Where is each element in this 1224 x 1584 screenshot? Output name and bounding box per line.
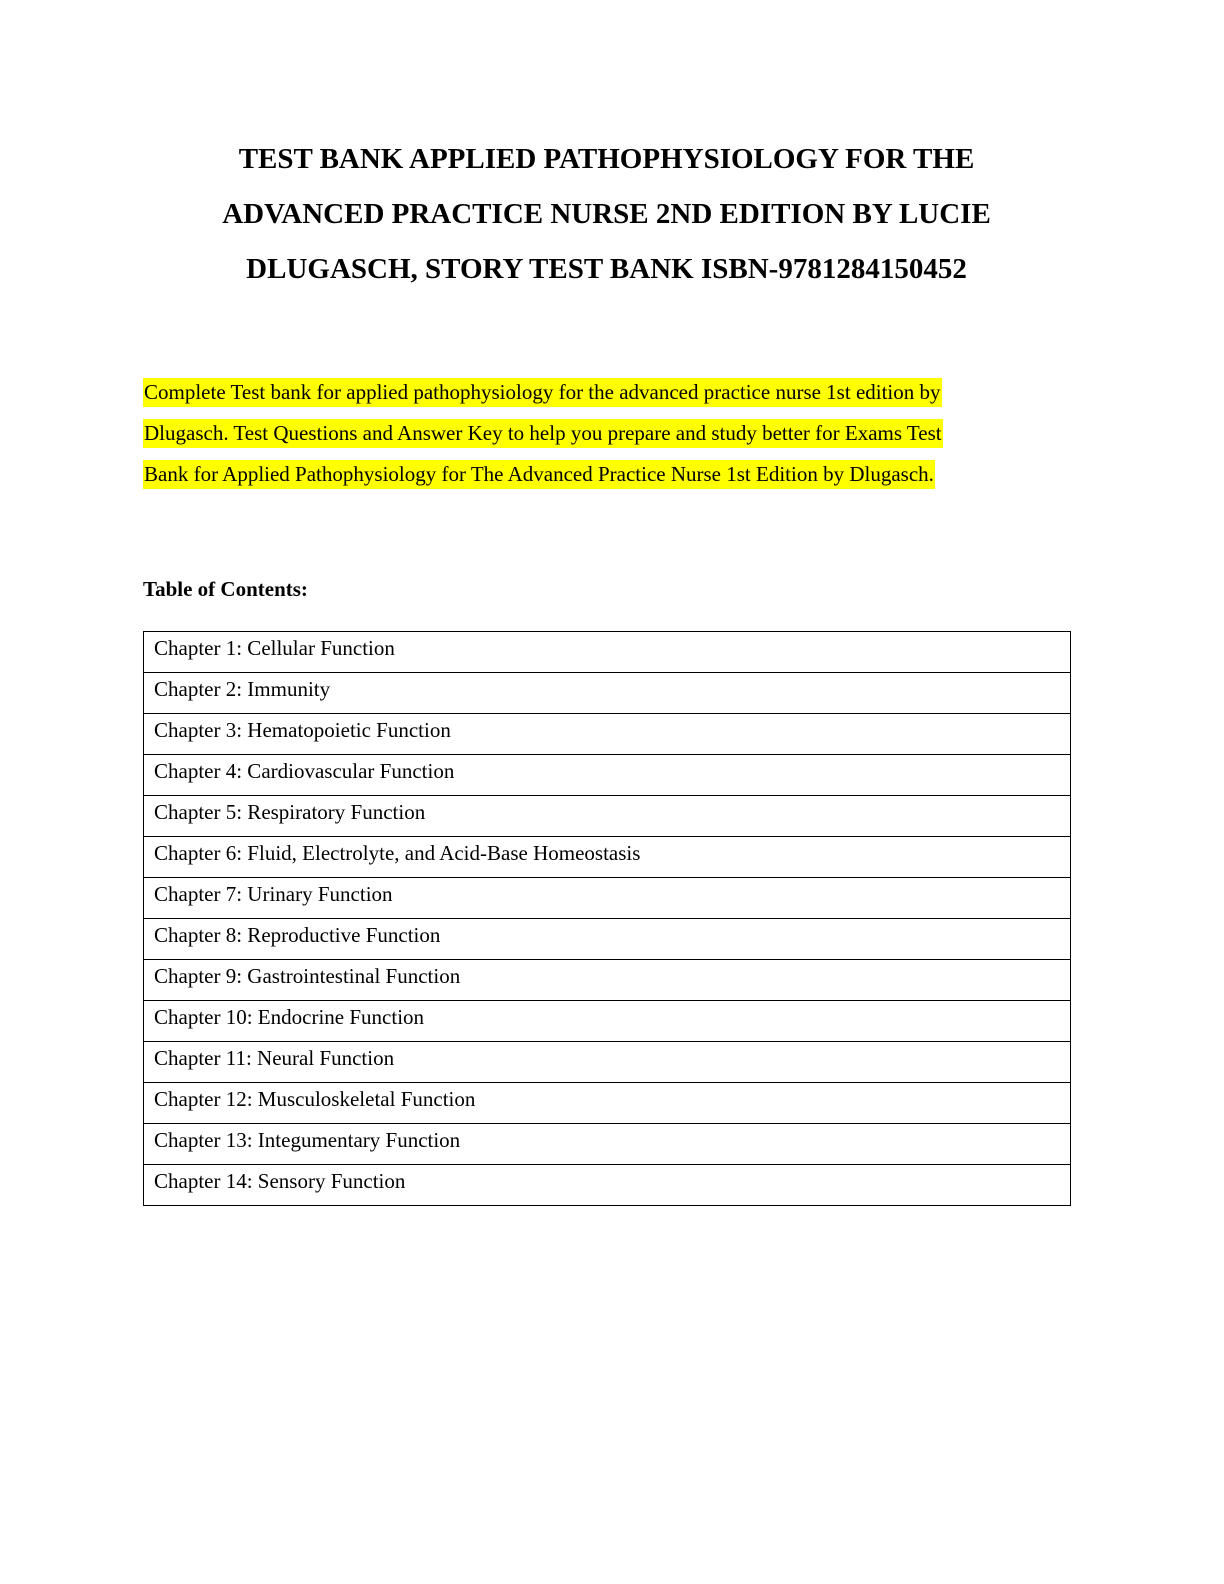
chapter-label: Chapter 4: Cardiovascular Function [154, 759, 455, 783]
chapter-label: Chapter 7: Urinary Function [154, 882, 393, 906]
intro-line: Dlugasch. Test Questions and Answer Key to help you prepare and study better for Exams Test [143, 419, 943, 448]
table-row [144, 1083, 1071, 1124]
toc-cell [144, 632, 1071, 673]
toc-cell [144, 1124, 1071, 1165]
title-line: ADVANCED PRACTICE NURSE 2ND EDITION BY LUCIE [222, 198, 991, 230]
intro-line: Complete Test bank for applied pathophysiology for the advanced practice nurse 1st edition by [143, 378, 942, 407]
chapter-label: Chapter 6: Fluid, Electrolyte, and Acid-Base Homeostasis [154, 841, 641, 865]
toc-heading: Table of Contents: [143, 577, 308, 601]
intro-line: Bank for Applied Pathophysiology for The Advanced Practice Nurse 1st Edition by Dlugasch. [143, 460, 935, 489]
chapter-label: Chapter 10: Endocrine Function [154, 1005, 425, 1029]
table-row [144, 755, 1071, 796]
toc-cell [144, 755, 1071, 796]
table-row [144, 673, 1071, 714]
chapter-label: Chapter 13: Integumentary Function [154, 1128, 461, 1152]
table-row [144, 714, 1071, 755]
chapter-label: Chapter 9: Gastrointestinal Function [154, 964, 461, 988]
title-line: TEST BANK APPLIED PATHOPHYSIOLOGY FOR THE [238, 143, 975, 175]
table-row [144, 796, 1071, 837]
toc-cell [144, 673, 1071, 714]
toc-cell [144, 837, 1071, 878]
table-row [144, 837, 1071, 878]
toc-cell [144, 878, 1071, 919]
chapter-label: Chapter 8: Reproductive Function [154, 923, 441, 947]
table-row [144, 1042, 1071, 1083]
table-row [144, 919, 1071, 960]
title-line: DLUGASCH, STORY TEST BANK ISBN-9781284150452 [246, 253, 967, 285]
chapter-label: Chapter 3: Hematopoietic Function [154, 718, 451, 742]
document-title [143, 132, 1070, 297]
toc-table [143, 631, 1071, 1206]
toc-cell [144, 1001, 1071, 1042]
table-row [144, 1165, 1071, 1206]
chapter-label: Chapter 12: Musculoskeletal Function [154, 1087, 476, 1111]
chapter-label: Chapter 1: Cellular Function [154, 636, 395, 660]
chapter-label: Chapter 5: Respiratory Function [154, 800, 426, 824]
table-row [144, 1124, 1071, 1165]
table-row [144, 632, 1071, 673]
toc-cell [144, 714, 1071, 755]
toc-cell [144, 796, 1071, 837]
table-row [144, 960, 1071, 1001]
chapter-label: Chapter 14: Sensory Function [154, 1169, 406, 1193]
toc-cell [144, 1083, 1071, 1124]
chapter-label: Chapter 2: Immunity [154, 677, 331, 701]
table-row [144, 1001, 1071, 1042]
toc-cell [144, 919, 1071, 960]
toc-cell [144, 1165, 1071, 1206]
table-row [144, 878, 1071, 919]
toc-cell [144, 960, 1071, 1001]
toc-cell [144, 1042, 1071, 1083]
highlighted-intro-paragraph [143, 372, 1070, 495]
chapter-label: Chapter 11: Neural Function [154, 1046, 395, 1070]
